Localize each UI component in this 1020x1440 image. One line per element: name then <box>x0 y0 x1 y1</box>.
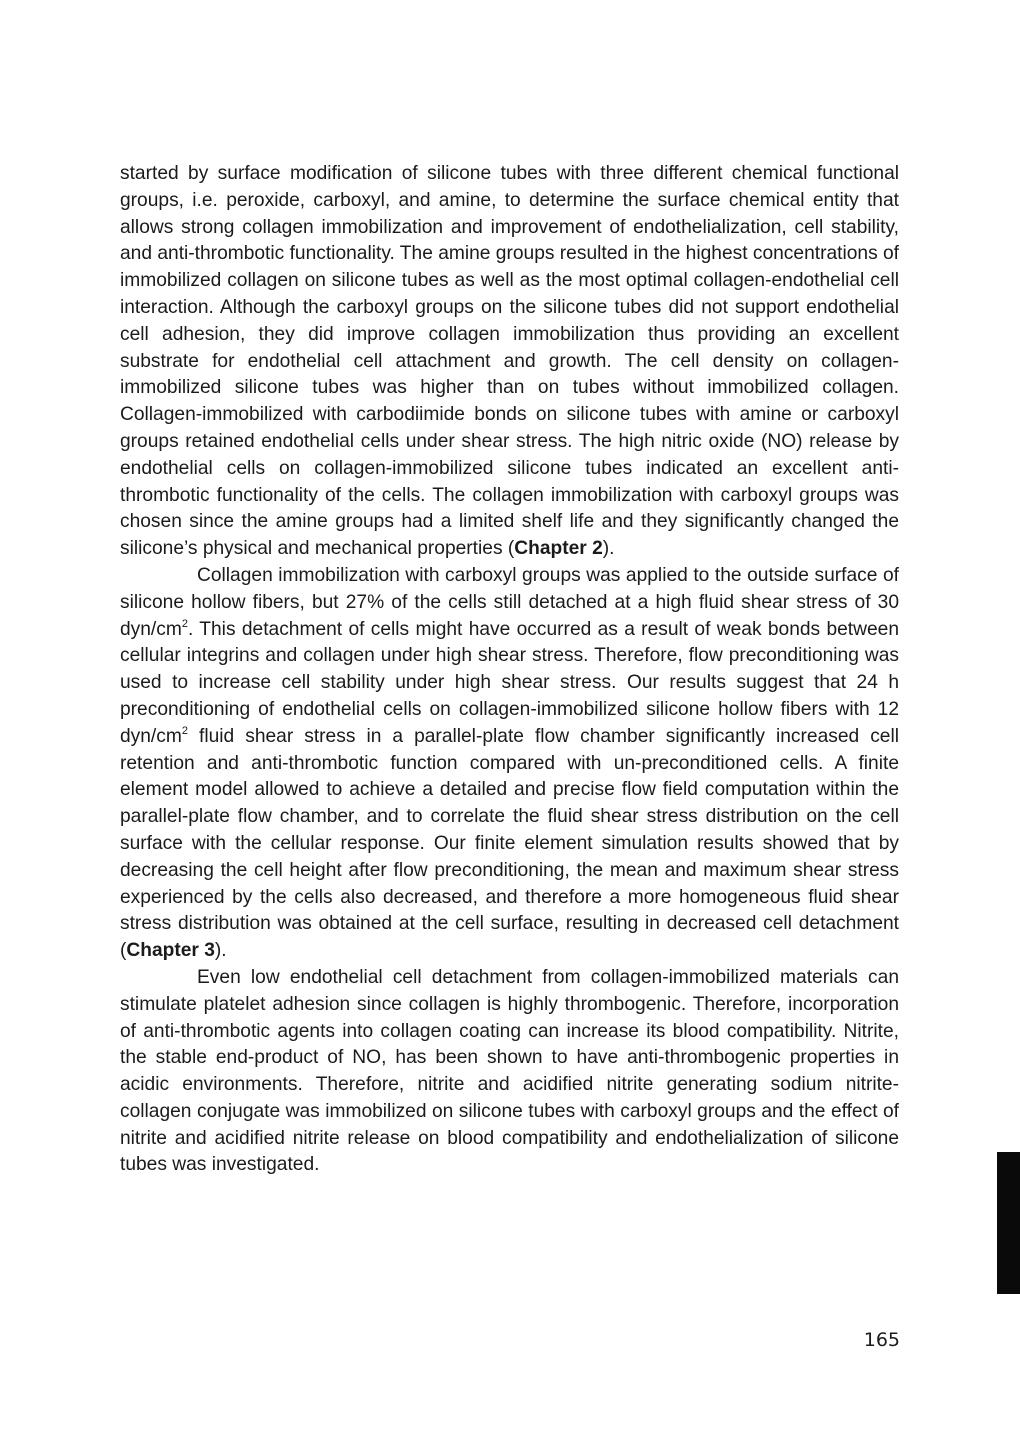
paragraph-3-text: Even low endothelial cell detachment from collagen-immobilized materials can stimulate platelet adhesion since collagen is highly thrombogenic. Therefore, incorporation of anti-thrombotic agents into collagen coating can increase its blood compatibility. Nitrite, the stable end-product of NO, has been shown to have anti-thrombogenic properties in acidic environments. Therefore, nitrite and acidified nitrite generating sodium nitrite-collagen conjugate was immobilized on silicone tubes with carboxyl groups and the effect of nitrite and acidified nitrite release on blood compatibility and endothelialization of silicone tubes was investigated. <box>120 966 899 1176</box>
paragraph-2-text-b: . This detachment of cells might have occurred as a result of weak bonds between cellular integrins and collagen under high shear stress. Therefore, flow preconditioning was used to increase cell stability under high shear stress. Our results suggest that 24 h preconditioning of endothelial cells on collagen-immobilized silicone hollow fibers with 12 dyn/cm <box>120 618 899 747</box>
paragraph-1-text: started by surface modification of silicone tubes with three different chemical functional groups, i.e. peroxide, carboxyl, and amine, to determine the surface chemical entity that allows strong collagen immobilization and improvement of endothelialization, cell stability, and anti-thrombotic functionality. The amine groups resulted in the highest concentrations of immobilized collagen on silicone tubes as well as the most optimal collagen-endothelial cell interaction. Although the carboxyl groups on the silicone tubes did not support endothelial cell adhesion, they did improve collagen immobilization thus providing an excellent substrate for endothelial cell attachment and growth. The cell density on collagen-immobilized silicone tubes was higher than on tubes without immobilized collagen. Collagen-immobilized with carbodiimide bonds on silicone tubes with amine or carboxyl groups retained endothelial cells under shear stress. The high nitric oxide (NO) release by endothelial cells on collagen-immobilized silicone tubes indicated an excellent anti-thrombotic functionality of the cells. The collagen immobilization with carboxyl groups was chosen since the amine groups had a limited shelf life and they significantly changed the silicone’s physical and mechanical properties ( <box>120 163 899 560</box>
chapter-thumb-tab <box>997 1152 1020 1294</box>
page-number: 165 <box>863 1329 900 1351</box>
body-text <box>120 161 899 1179</box>
paragraph-3 <box>120 965 899 1179</box>
superscript-squared: 2 <box>181 617 188 630</box>
paragraph-2 <box>120 563 899 965</box>
chapter-3-reference: Chapter 3 <box>126 940 215 962</box>
paragraph-2-text-a: Collagen immobilization with carboxyl groups was applied to the outside surface of silicone hollow fibers, but 27% of the cells still detached at a high fluid shear stress of 30 dyn/cm <box>120 564 899 640</box>
chapter-2-reference: Chapter 2 <box>514 538 603 560</box>
paragraph-1-end: ). <box>602 538 615 560</box>
superscript-squared: 2 <box>181 724 188 737</box>
paragraph-1 <box>120 161 899 563</box>
paragraph-2-text-c: fluid shear stress in a parallel-plate flow chamber significantly increased cell retention and anti-thrombotic function compared with un-preconditioned cells. A finite element model allowed to achieve a detailed and precise flow field computation within the parallel-plate flow chamber, and to correlate the fluid shear stress distribution on the cell surface with the cellular response. Our finite element simulation results showed that by decreasing the cell height after flow preconditioning, the mean and maximum shear stress experienced by the cells also decreased, and therefore a more homogeneous fluid shear stress distribution was obtained at the cell surface, resulting in decreased cell detachment ( <box>120 725 899 962</box>
paragraph-2-end: ). <box>214 940 227 962</box>
